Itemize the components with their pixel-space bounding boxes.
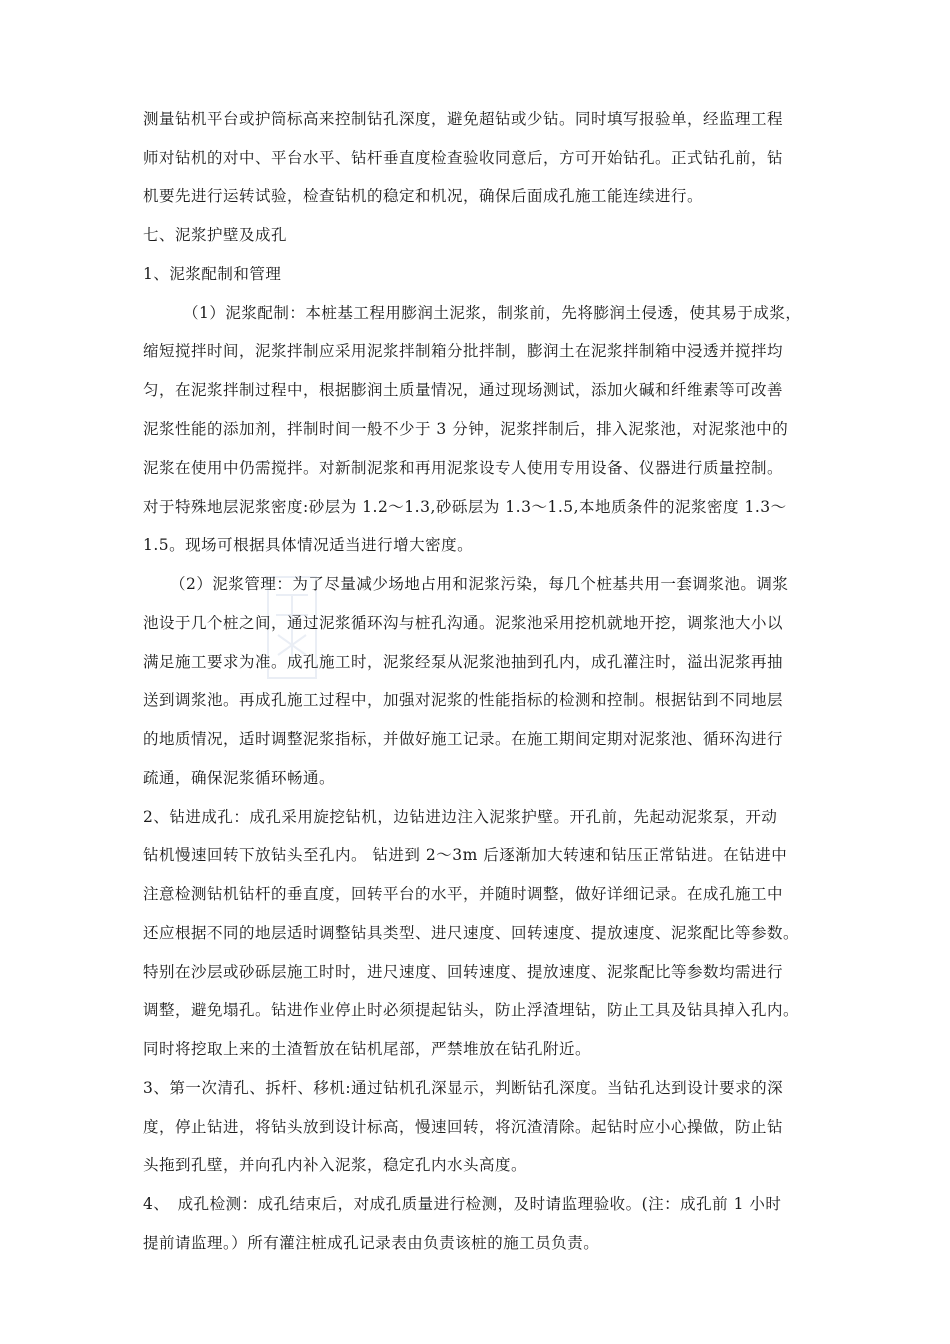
- body-text-line: 的地质情况，适时调整泥浆指标，并做好施工记录。在施工期间定期对泥浆池、循环沟进行: [143, 730, 784, 748]
- body-text-line: 3、第一次清孔、拆杆、移机:通过钻机孔深显示，判断钻孔深度。当钻孔达到设计要求的深: [143, 1079, 784, 1097]
- body-text-line: 调整，避免塌孔。钻进作业停止时必须提起钻头，防止浮渣埋钻，防止工具及钻具掉入孔内。: [143, 1001, 800, 1019]
- paragraph-first-line: （2）泥浆管理：为了尽量减少场地占用和泥浆污染，每几个桩基共用一套调浆池。调浆: [170, 575, 789, 593]
- body-text-line: 师对钻机的对中、平台水平、钻杆垂直度检查验收同意后，方可开始钻孔。正式钻孔前，钻: [143, 149, 784, 167]
- body-text-line: 2、钻进成孔：成孔采用旋挖钻机，边钻进边注入泥浆护壁。开孔前，先起动泥浆泵，开动: [143, 808, 778, 826]
- section-heading: 七、泥浆护壁及成孔: [143, 226, 288, 244]
- body-text-line: 同时将挖取上来的土渣暂放在钻机尾部，严禁堆放在钻孔附近。: [143, 1040, 592, 1058]
- body-text-line: 缩短搅拌时间，泥浆拌制应采用泥浆拌制箱分批拌制，膨润土在泥浆拌制箱中浸透并搅拌均: [143, 342, 784, 360]
- subsection-heading: 1、泥浆配制和管理: [143, 265, 282, 283]
- body-text-line: 机要先进行运转试验，检查钻机的稳定和机况，确保后面成孔施工能连续进行。: [143, 187, 704, 205]
- body-text-line: 送到调浆池。再成孔施工过程中，加强对泥浆的性能指标的检测和控制。根据钻到不同地层: [143, 691, 784, 709]
- body-text-line: 池设于几个桩之间，通过泥浆循环沟与桩孔沟通。泥浆池采用挖机就地开挖，调浆池大小以: [143, 614, 784, 632]
- body-text-line: 泥浆性能的添加剂，拌制时间一般不少于 3 分钟，泥浆拌制后，排入泥浆池，对泥浆池中的: [143, 420, 789, 438]
- body-text-line: 满足施工要求为准。成孔施工时，泥浆经泵从泥浆池抽到孔内，成孔灌注时，溢出泥浆再抽: [143, 653, 784, 671]
- body-text-line: 匀，在泥浆拌制过程中，根据膨润土质量情况，通过现场测试，添加火碱和纤维素等可改善: [143, 381, 784, 399]
- body-text-line: 1.5。现场可根据具体情况适当进行增大密度。: [143, 536, 474, 554]
- body-text-line: 泥浆在使用中仍需搅拌。对新制泥浆和再用泥浆设专人使用专用设备、仪器进行质量控制。: [143, 459, 784, 477]
- body-text-line: 测量钻机平台或护筒标高来控制钻孔深度，避免超钻或少钻。同时填写报验单，经监理工程: [143, 110, 784, 128]
- body-text-line: 4、 成孔检测：成孔结束后，对成孔质量进行检测，及时请监理验收。(注：成孔前 1 小时: [143, 1195, 782, 1213]
- body-text-line: 对于特殊地层泥浆密度:砂层为 1.2～1.3,砂砾层为 1.3～1.5,本地质条件的泥浆密度 1.3～: [143, 498, 787, 516]
- body-text-line: 特别在沙层或砂砾层施工时时，进尺速度、回转速度、提放速度、泥浆配比等参数均需进行: [143, 963, 784, 981]
- body-text-line: 还应根据不同的地层适时调整钻具类型、进尺速度、回转速度、提放速度、泥浆配比等参数。: [143, 924, 800, 942]
- paragraph-first-line: （1）泥浆配制：本桩基工程用膨润土泥浆，制浆前，先将膨润土侵透，使其易于成浆，: [183, 304, 802, 322]
- body-text-line: 疏通，确保泥浆循环畅通。: [143, 769, 336, 787]
- body-text-line: 钻机慢速回转下放钻头至孔内。 钻进到 2～3m 后逐渐加大转速和钻压正常钻进。在钻进中: [143, 846, 788, 864]
- body-text-line: 提前请监理。）所有灌注桩成孔记录表由负责该桩的施工员负责。: [143, 1234, 600, 1252]
- body-text-line: 头拖到孔壁，并向孔内补入泥浆，稳定孔内水头高度。: [143, 1156, 528, 1174]
- body-text-line: 注意检测钻机钻杆的垂直度，回转平台的水平，并随时调整，做好详细记录。在成孔施工中: [143, 885, 784, 903]
- body-text-line: 度，停止钻进，将钻头放到设计标高，慢速回转，将沉渣清除。起钻时应小心操做，防止钻: [143, 1118, 784, 1136]
